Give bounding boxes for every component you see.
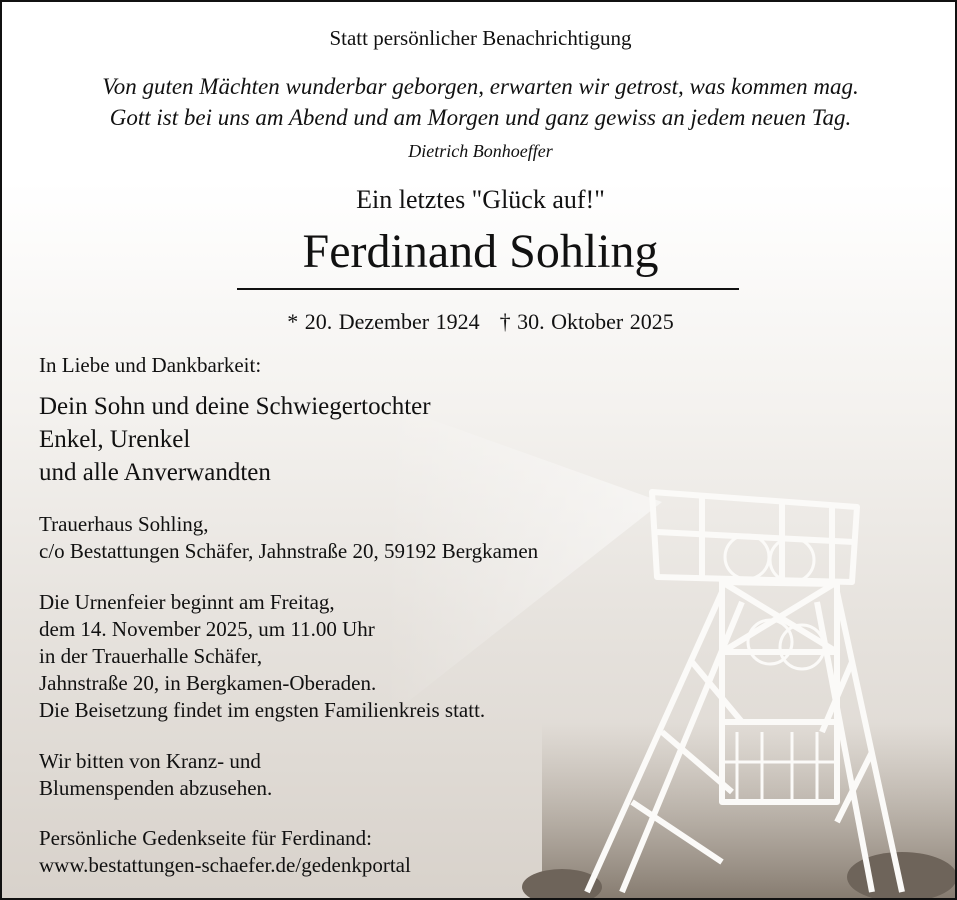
family-line: und alle Anverwandten bbox=[39, 459, 271, 486]
request-line: Wir bitten von Kranz- und bbox=[39, 749, 261, 773]
death-date: † 30. Oktober 2025 bbox=[499, 309, 674, 334]
donation-request bbox=[39, 748, 272, 802]
memorial-url-link[interactable]: www.bestattungen-schaefer.de/gedenkportal bbox=[39, 853, 411, 877]
life-dates bbox=[2, 309, 957, 335]
ceremony-line: Die Urnenfeier beginnt am Freitag, bbox=[39, 590, 335, 614]
request-line: Blumenspenden abzusehen. bbox=[39, 776, 273, 800]
farewell-greeting: Ein letztes "Glück auf!" bbox=[356, 185, 605, 214]
ceremony-line: dem 14. November 2025, um 11.00 Uhr bbox=[39, 617, 375, 641]
name-divider bbox=[237, 288, 739, 290]
quote-author: Dietrich Bonhoeffer bbox=[408, 141, 553, 161]
birth-date: * 20. Dezember 1924 bbox=[287, 309, 480, 334]
family-list bbox=[39, 390, 431, 489]
ceremony-block bbox=[39, 589, 485, 724]
family-line: Enkel, Urenkel bbox=[39, 426, 191, 453]
memorial-label: Persönliche Gedenkseite für Ferdinand: bbox=[39, 826, 372, 850]
ceremony-line: Jahnstraße 20, in Bergkamen-Oberaden. bbox=[39, 671, 377, 695]
address-block bbox=[39, 511, 538, 565]
intro-text: In Liebe und Dankbarkeit: bbox=[39, 353, 262, 377]
deceased-name: Ferdinand Sohling bbox=[302, 225, 659, 278]
ceremony-line: Die Beisetzung findet im engsten Familienkreis statt. bbox=[39, 698, 486, 722]
quote-line-2: Gott ist bei uns am Abend und am Morgen und ganz gewiss an jedem neuen Tag. bbox=[109, 105, 852, 130]
family-line: Dein Sohn und deine Schwiegertochter bbox=[39, 393, 431, 420]
quote-line-1: Von guten Mächten wunderbar geborgen, erwarten wir getrost, was kommen mag. bbox=[102, 74, 859, 99]
memorial-block bbox=[39, 825, 411, 879]
header-notice: Statt persönlicher Benachrichtigung bbox=[329, 26, 632, 50]
ceremony-line: in der Trauerhalle Schäfer, bbox=[39, 644, 263, 668]
address-line: Trauerhaus Sohling, bbox=[39, 512, 209, 536]
address-line: c/o Bestattungen Schäfer, Jahnstraße 20, 59192 Bergkamen bbox=[39, 539, 539, 563]
